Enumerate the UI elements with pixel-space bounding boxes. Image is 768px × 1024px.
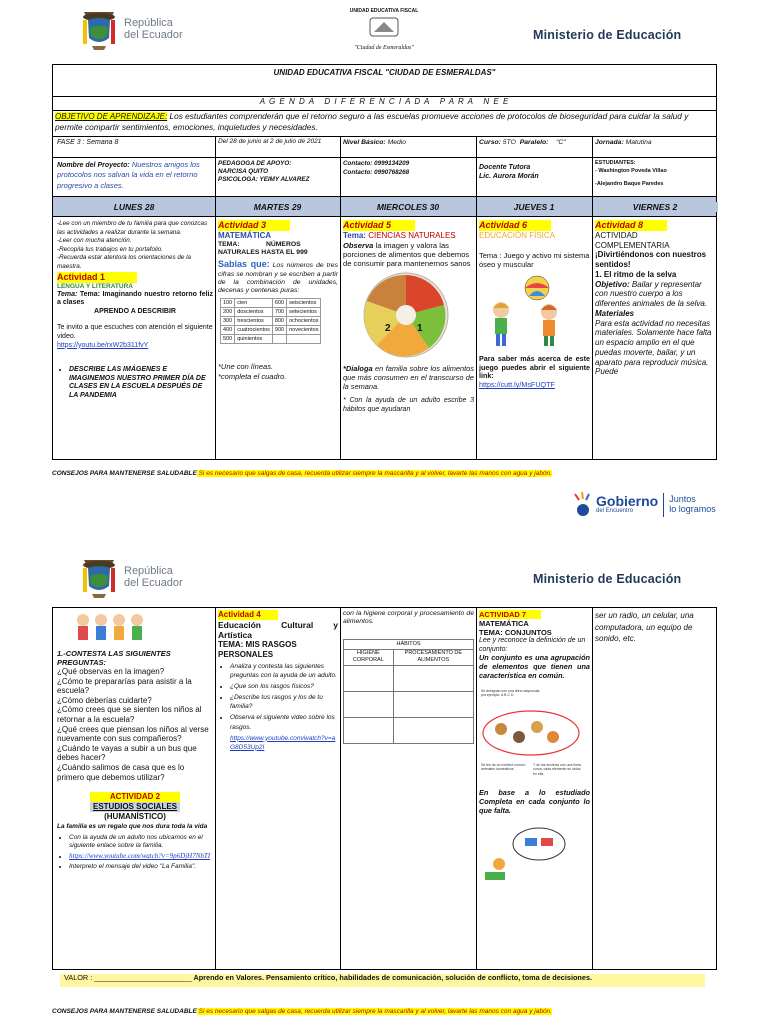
numbers-cell — [272, 335, 286, 344]
food-plate-image — [347, 271, 465, 359]
fase: FASE 3 : Semana 8 — [57, 139, 119, 146]
ministerio-title-page2: Ministerio de Educación — [533, 572, 682, 586]
numbers-table — [220, 298, 321, 344]
numbers-cell: 900 — [272, 326, 286, 335]
project-name: Nombre del Proyecto: Nuestros amigos los protocolos nos salvan la vida en el retorno progresivo a clases. — [57, 160, 200, 190]
miercoles-cell — [343, 220, 474, 460]
conjunto-example-image — [479, 689, 583, 789]
jornada: Jornada: Matutina — [595, 139, 652, 146]
agenda-table-page2 — [52, 607, 717, 970]
jueves-tema: Tema : Juego y activo mi sistema óseo y muscular — [479, 250, 590, 269]
materiales-text: Para esta actividad no necesitas materiales. Solamente hace falta un espacio amplio en el que puedas moverte, bailar, y un aparato para reproducir música. Puede — [595, 318, 712, 377]
coat-of-arms-icon — [78, 8, 120, 52]
numbers-cell: 300 — [221, 317, 235, 326]
completa-cuadro: *completa el cuadro. — [218, 371, 287, 381]
numbers-cell: cuatrocientos — [235, 326, 273, 335]
numbers-cell: 400 — [221, 326, 235, 335]
juntos-text: Juntos — [669, 494, 696, 505]
estudios-sociales: ESTUDIOS SOCIALES — [90, 802, 180, 812]
curso: Curso: 5TO Paralelo: "C" — [479, 139, 566, 146]
day-miercoles: MIERCOLES 30 — [340, 202, 476, 212]
content-row — [53, 217, 716, 460]
numbers-cell: seiscientos — [287, 299, 321, 308]
col1-bullet-3: • Interpreto el mensaje del video "La Familia". — [69, 863, 213, 871]
activity-5-label: Actividad 5 — [343, 220, 415, 231]
lunes-bullet-list — [57, 366, 213, 400]
lunes-cell — [57, 220, 213, 460]
divirtiendonos: ¡Divirtiéndonos con nuestros sentidos! — [595, 250, 707, 270]
activity-6-label: Actividad 6 — [479, 220, 551, 231]
une-lineas: *Une con líneas. — [218, 362, 274, 372]
agenda-row — [53, 97, 716, 111]
school-seal: UNIDAD EDUCATIVA FISCAL "Ciudad de Esmeraldas" — [349, 8, 419, 51]
materiales-label: Materiales — [595, 308, 635, 318]
numbers-row — [221, 335, 321, 344]
rasgos-video-link[interactable]: https://www.youtube.com/watch?v=aG8D53Up2I — [230, 734, 336, 751]
activity-2-label: ACTIVIDAD 2 — [90, 792, 180, 802]
col2-bullet-2: • ¿Que son los rasgos físicos? — [230, 682, 338, 691]
numbers-cell: trescientos — [235, 317, 273, 326]
school-title: UNIDAD EDUCATIVA FISCAL "CIUDAD DE ESMERALDAS" — [273, 68, 496, 77]
animals-set-icon — [479, 703, 583, 759]
habitos-title: HÁBITOS — [344, 639, 474, 649]
activity-3-label: Actividad 3 — [218, 220, 290, 231]
questions-list — [57, 667, 213, 782]
numbers-cell: 500 — [221, 335, 235, 344]
numbers-cell: 800 — [272, 317, 286, 326]
numbers-row — [221, 299, 321, 308]
contesta-label: 1.-CONTESTA LAS SIGUIENTES PREGUNTAS: — [57, 648, 171, 667]
ritmo-selva: 1. El ritmo de la selva — [595, 269, 677, 279]
lenguaje-subject: LENGUA Y LITERATURA — [57, 282, 133, 290]
img-text-2: Se les da un nombre común: animales domésticos — [481, 763, 526, 772]
jueves-link[interactable]: https://cutt.ly/MsFUQTF — [479, 380, 555, 390]
rasgos-tema: TEMA: MIS RASGOS PERSONALES — [218, 640, 297, 660]
vehicles-set-icon — [479, 822, 569, 882]
activity-1-label: Actividad 1 — [57, 272, 137, 283]
higiene-text: con la higiene corporal y procesamiento de alimentos. — [343, 610, 474, 626]
objetivo-text: Los estudiantes comprenderán que el retorno seguro a las escuelas promueve acciones de protocolos de bioseguridad para cuidar la salud y permite compartir sentimientos, emociones, inquietudes y necesidades. — [55, 111, 689, 132]
col2-bullet-1: • Analiza y contesta las siguientes preguntas con la ayuda de un adulto. — [230, 662, 338, 680]
col1-bullet-1: • Con la ayuda de un adulto nos ubicamos en el siguiente enlace sobre la familia. — [69, 834, 213, 850]
numbers-cell: 600 — [272, 299, 286, 308]
complementaria-label: COMPLEMENTARIA — [595, 240, 670, 250]
day-jueves: JUEVES 1 — [476, 202, 592, 212]
plate-number-1: 1 — [417, 323, 423, 335]
day-lunes: LUNES 28 — [53, 202, 215, 212]
numbers-cell: ochocientos — [287, 317, 321, 326]
objetivo-label: OBJETIVO DE APRENDIZAJE: — [55, 112, 168, 121]
numbers-cell: cien — [235, 299, 273, 308]
col2-cell — [218, 610, 338, 968]
numbers-row — [221, 308, 321, 317]
base-estudiado: En base a lo estudiado Completa en cada conjunto lo que falta. — [479, 788, 590, 815]
img-text-1: Se designan con una letra mayúscula, por ejemplo, A B C D — [481, 689, 541, 698]
gobierno-text: Gobierno — [596, 493, 659, 510]
consejos-page1: CONSEJOS PARA MANTENERSE SALUDABLE Si es necesario que salgas de casa, recuerda utilizar siempre la mascarilla y al volver, lavarte las manos con agua y jabón. — [52, 470, 552, 477]
humanistico: (HUMANÍSTICO) — [104, 811, 166, 821]
day-martes: MARTES 29 — [215, 202, 340, 212]
numbers-cell: quinientos — [235, 335, 273, 344]
viernes-cell — [595, 220, 716, 460]
gobierno-logo — [572, 490, 716, 520]
higiene-corporal-header: HIGIENE CORPORAL — [344, 649, 394, 665]
agenda-table — [52, 64, 717, 460]
col2-bullet-4: • Observa el siguiente video sobre los rasgos. — [230, 713, 338, 731]
day-viernes: VIERNES 2 — [592, 202, 718, 212]
activity-7-label: ACTIVIDAD 7 — [479, 610, 541, 619]
familia-video-link[interactable]: https://www.youtube.com/watch?v=9p6DjH7NbTI — [69, 852, 211, 861]
project-row — [53, 158, 716, 197]
school-seal-icon — [364, 14, 404, 42]
habitos-table — [343, 639, 474, 744]
martes-tema: TEMA: NÚMEROS NATURALES HASTA EL 999 — [218, 240, 308, 256]
cultural-subject: Educación Cultural y Artística — [218, 619, 338, 641]
actividad-label: ACTIVIDAD — [595, 230, 638, 240]
activity-4-label: Actividad 4 — [218, 610, 278, 620]
numbers-row — [221, 326, 321, 335]
lunes-tema: Tema: Tema: Imaginando nuestro retorno feliz a clases — [57, 290, 213, 307]
conjuntos-tema: TEMA: CONJUNTOS — [479, 628, 552, 638]
coat-of-arms-icon — [78, 556, 120, 600]
numbers-cell — [287, 335, 321, 344]
observa-text: Observa la imagen y valora las porciones de alimentos que debemos de consumir para mantenernos sanos — [343, 240, 471, 269]
jueves-cell — [479, 220, 590, 460]
col4-cell — [479, 610, 590, 968]
col5-cell — [595, 610, 716, 968]
saber-mas: Para saber más acerca de este juego puedes abrir el siguiente link: — [479, 353, 590, 381]
numbers-cell: 200 — [221, 308, 235, 317]
question-item: ¿Qué observas en la imagen? — [57, 667, 165, 677]
valor-label: VALOR : ________________________ — [64, 974, 192, 982]
col5-text: ser un radio, un celular, una computadora, un equipo de sonido, etc. — [595, 611, 694, 644]
valor-row — [60, 974, 705, 987]
numbers-cell: doscientos — [235, 308, 273, 317]
contactos: Contacto: 0999134209 Contacto: 0990768268 — [343, 160, 410, 176]
aprendo-describir: APRENDO A DESCRIBIR — [94, 307, 176, 315]
docente: Docente Tutora Lic. Aurora Morán — [479, 164, 539, 181]
question-item: ¿Cómo crees que se sienten los niños al retornar a la escuela? — [57, 705, 202, 724]
question-item: ¿Cómo te prepararías para asistir a la escuela? — [57, 676, 192, 696]
matematica-subject: MATEMÁTICA — [218, 230, 272, 240]
del-encuentro-text: del Encuentro — [596, 508, 634, 515]
pedagoga: PEDAGOGA DE APOYO: NARCISA QUITO PSICOLOGA: YEIMY ALVAREZ — [218, 160, 310, 184]
gobierno-icon — [572, 490, 594, 520]
numbers-cell: setecientos — [287, 308, 321, 317]
lo-logramos-text: lo logramos — [669, 504, 716, 514]
lunes-intro: -Lee con un miembro de tu familia para que conozcas las actividades a realizar durante la semana. -Leer con mucha atención. -Recopila tus trabajos en tu portafolio. -Recuerda estar atento/a los orientaciones de la maestra. — [57, 220, 208, 270]
col3-cell — [343, 610, 474, 968]
title-row — [53, 65, 716, 97]
fecha: Del 28 de junio al 2 de julio de 2021 — [218, 138, 322, 145]
ecuador-logo — [78, 8, 183, 52]
republica-text: República del Ecuador — [124, 17, 183, 41]
activity-8-label: Actividad 8 — [595, 220, 667, 231]
ministerio-title: Ministerio de Educación — [533, 28, 682, 42]
martes-cell — [218, 220, 338, 460]
estudiantes: ESTUDIANTES: - Washington Poveda Villao -Alejandro Baque Paredes — [595, 160, 667, 188]
educacion-fisica-subject: EDUCACIÓN FÍSICA — [479, 230, 556, 240]
question-item: ¿Qué crees que piensan los niños al verse nuevamente con sus compañeros? — [57, 724, 209, 744]
kids-ball-image — [479, 272, 579, 350]
ciencias-subject: Tema: CIENCIAS NATURALES — [343, 230, 456, 240]
sabias-que: Sabías que: Los números de tres cifras se nombran y se escriben a partir de la combinación de unidades, decenas y centenas puras: — [218, 259, 338, 295]
lunes-video-link[interactable]: https://youtu.be/rxW2b311fvY — [57, 341, 149, 349]
info-row — [53, 137, 716, 158]
valor-text: Aprendo en Valores. Pensamiento crítico, habilidades de comunicación, solución de conflicto, toma de decisiones. — [191, 974, 593, 982]
dialoga-text: *Dialoga en familia sobre los alimentos que más consumen en el transcurso de la semana. — [343, 364, 474, 392]
lunes-bullet: • DESCRIBE LAS IMÁGENES E IMAGINEMOS NUESTRO PRIMER DÍA DE CLASES EN LA ESCUELA DESPUÉS DE LA PANDEMIA — [69, 366, 213, 400]
numbers-cell: novecientos — [287, 326, 321, 335]
nivel: Nivel Básico: Medio — [343, 139, 407, 146]
days-header-row — [53, 197, 716, 217]
familia-text: La familia es un regalo que nos dura toda la vida — [57, 823, 208, 831]
children-school-image — [73, 610, 153, 646]
procesamiento-header: PROCESAMIENTO DE ALIMENTOS — [393, 649, 473, 665]
img-text-3: Y se los encierra con una línea curva, cada elemento se ubica en ella — [533, 763, 581, 776]
conjunto-def: Un conjunto es una agrupación de elementos que tienen una característica en común. — [479, 653, 590, 681]
question-item: ¿Cuándo salimos de casa que es lo primero que debemos utilizar? — [57, 762, 185, 782]
col1-cell — [57, 610, 213, 968]
col2-bullets — [218, 662, 338, 752]
question-item: ¿Cómo deberías cuidarte? — [57, 695, 152, 705]
ecuador-logo-page2 — [78, 556, 183, 600]
objetivo-row — [53, 111, 716, 137]
numbers-row — [221, 317, 321, 326]
col2-bullet-3: • ¿Describe tus rasgos y los de tu familia? — [230, 693, 338, 711]
col1-bullets — [57, 834, 213, 871]
consejos-page2: CONSEJOS PARA MANTENERSE SALUDABLE Si es necesario que salgas de casa, recuerda utilizar siempre la mascarilla y al volver, lavarte las manos con agua y jabón. — [52, 1008, 552, 1015]
numbers-cell: 100 — [221, 299, 235, 308]
ayuda-text: * Con la ayuda de un adulto escribe 3 hábitos que ayudaran — [343, 397, 474, 413]
viernes-objetivo: Objetivo: Bailar y representar con nuestro cuerpo a los diferentes animales de la selva. — [595, 279, 708, 309]
matematica-subject-2: MATEMÁTICA — [479, 619, 529, 629]
numbers-cell: 700 — [272, 308, 286, 317]
lee-reconoce: Lee y reconoce la definición de un conjunto: — [479, 637, 586, 653]
invite-text: Te invito a que escuches con atención el siguiente video. — [57, 324, 213, 341]
republica-text-page2: República del Ecuador — [124, 565, 183, 589]
question-item: ¿Cuándo te vayas a subir a un bus que debes hacer? — [57, 743, 197, 763]
agenda-title: A G E N D A D I F E R E N C I A D A P A R A N E E — [259, 97, 510, 106]
plate-number-2: 2 — [385, 323, 391, 335]
